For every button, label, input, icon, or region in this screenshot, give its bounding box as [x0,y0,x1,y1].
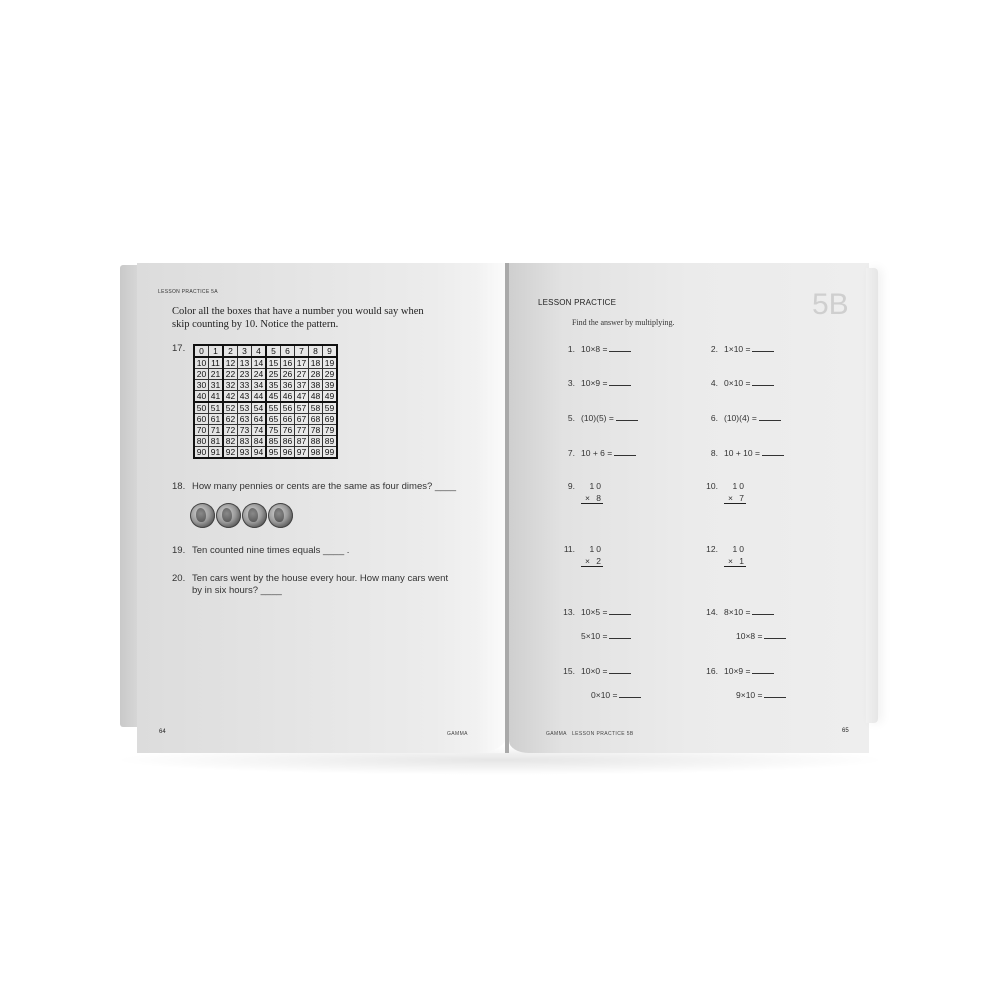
hundreds-chart-cell[interactable]: 63 [238,414,252,425]
hundreds-chart-cell[interactable]: 19 [323,357,338,369]
hundreds-chart-cell[interactable]: 28 [309,369,323,380]
hundreds-chart-cell[interactable]: 38 [309,380,323,391]
instruction-left: Color all the boxes that have a number you would say when skip counting by 10. Notice the pattern. [172,306,424,330]
hundreds-chart-cell[interactable]: 89 [323,436,338,447]
hundreds-chart-cell[interactable]: 98 [309,447,323,459]
dime-icon [242,503,267,528]
problem-3: 3. 10×9 = [557,377,631,388]
hundreds-chart-cell[interactable]: 48 [309,391,323,403]
problem-14b: 10×8 = [736,630,786,641]
lesson-practice-title: LESSON PRACTICE [538,298,617,307]
hundreds-chart-cell[interactable]: 57 [295,402,309,414]
hundreds-chart-cell[interactable]: 92 [223,447,238,459]
hundreds-chart-row [194,436,337,447]
question-20-line2: by in six hours? ____ [192,585,282,596]
hundreds-chart-cell[interactable]: 74 [252,425,267,436]
question-17-number: 17. [172,343,186,354]
problem-15a: 15. 10×0 = [557,665,631,676]
answer-blank[interactable] [614,447,636,456]
hundreds-chart-cell[interactable]: 30 [194,380,209,391]
hundreds-chart-cell[interactable]: 66 [281,414,295,425]
hundreds-chart-cell[interactable]: 61 [209,414,224,425]
problem-15b: 0×10 = [591,689,641,700]
hundreds-chart-cell[interactable]: 14 [252,357,267,369]
page-number-right: 65 [842,728,849,734]
hundreds-chart-cell[interactable]: 85 [266,436,281,447]
problem-7: 7. 10 + 6 = [557,447,636,458]
lesson-number: 5B [812,288,849,321]
problem-11: 11. 10 × 2 [563,544,603,566]
answer-blank[interactable] [609,377,631,386]
hundreds-chart-cell[interactable]: 3 [238,345,252,357]
hundreds-chart-cell[interactable]: 24 [252,369,267,380]
hundreds-chart-cell[interactable]: 47 [295,391,309,403]
hundreds-chart-cell[interactable]: 73 [238,425,252,436]
answer-blank[interactable] [616,412,638,421]
answer-blank[interactable] [759,412,781,421]
hundreds-chart-cell[interactable]: 58 [309,402,323,414]
hundreds-chart-cell[interactable]: 11 [209,357,224,369]
hundreds-chart-cell[interactable]: 62 [223,414,238,425]
hundreds-chart-cell[interactable]: 53 [238,402,252,414]
hundreds-chart-cell[interactable]: 95 [266,447,281,459]
hundreds-chart-cell[interactable]: 0 [194,345,209,357]
hundreds-chart-cell[interactable]: 41 [209,391,224,403]
hundreds-chart-cell[interactable]: 69 [323,414,338,425]
problem-13b: 5×10 = [581,630,631,641]
hundreds-chart-cell[interactable]: 64 [252,414,267,425]
hundreds-chart-cell[interactable]: 15 [266,357,281,369]
instruction-right: Find the answer by multiplying. [572,318,675,327]
hundreds-chart-row [194,345,337,357]
hundreds-chart-cell[interactable]: 12 [223,357,238,369]
hundreds-chart-row [194,447,337,459]
hundreds-chart-cell[interactable]: 88 [309,436,323,447]
hundreds-chart-cell[interactable]: 10 [194,357,209,369]
question-18-text: How many pennies or cents are the same as four dimes? ____ [192,481,457,492]
question-20-number: 20. [172,573,186,584]
hundreds-chart-cell[interactable]: 49 [323,391,338,403]
question-20-line1: Ten cars went by the house every hour. How many cars went [192,573,449,584]
footer-right-gamma: GAMMA [546,731,567,737]
question-18-number: 18. [172,481,186,492]
hundreds-chart-cell[interactable]: 86 [281,436,295,447]
hundreds-chart-row [194,414,337,425]
hundreds-chart-cell[interactable]: 87 [295,436,309,447]
hundreds-chart-cell[interactable]: 71 [209,425,224,436]
right-page-stack-edge [866,268,878,723]
problem-5: 5. (10)(5) = [557,412,638,423]
hundreds-chart-cell[interactable]: 59 [323,402,338,414]
hundreds-chart-cell[interactable]: 72 [223,425,238,436]
answer-blank[interactable] [764,689,786,698]
hundreds-chart-cell[interactable]: 8 [309,345,323,357]
hundreds-chart-cell[interactable]: 43 [238,391,252,403]
problem-16b: 9×10 = [736,689,786,700]
problem-2: 2. 1×10 = [700,343,774,354]
hundreds-chart-cell[interactable]: 26 [281,369,295,380]
hundreds-chart-cell[interactable]: 17 [295,357,309,369]
hundreds-chart-cell[interactable]: 70 [194,425,209,436]
hundreds-chart-cell[interactable]: 6 [281,345,295,357]
hundreds-chart-cell[interactable]: 25 [266,369,281,380]
answer-blank[interactable] [752,606,774,615]
hundreds-chart-cell[interactable]: 84 [252,436,267,447]
hundreds-chart-cell[interactable]: 65 [266,414,281,425]
hundreds-chart-row [194,357,337,369]
hundreds-chart-cell[interactable]: 27 [295,369,309,380]
footer-right-lesson: LESSON PRACTICE 5B [572,731,634,737]
hundreds-chart-cell[interactable]: 35 [266,380,281,391]
hundreds-chart-cell[interactable]: 67 [295,414,309,425]
hundreds-chart-cell[interactable]: 42 [223,391,238,403]
hundreds-chart-cell[interactable]: 99 [323,447,338,459]
answer-blank[interactable] [609,665,631,674]
problem-12: 12. 10 × 1 [706,544,746,566]
dime-icon [190,503,215,528]
hundreds-chart-cell[interactable]: 82 [223,436,238,447]
answer-blank[interactable] [764,630,786,639]
hundreds-chart-cell[interactable]: 31 [209,380,224,391]
hundreds-chart-cell[interactable]: 52 [223,402,238,414]
hundreds-chart-cell[interactable]: 96 [281,447,295,459]
hundreds-chart-cell[interactable]: 4 [252,345,267,357]
hundreds-chart-cell[interactable]: 90 [194,447,209,459]
answer-blank[interactable] [752,377,774,386]
hundreds-chart-cell[interactable]: 50 [194,402,209,414]
hundreds-chart-cell[interactable]: 16 [281,357,295,369]
answer-blank[interactable] [752,343,774,352]
hundreds-chart-cell[interactable]: 20 [194,369,209,380]
footer-left-page: GAMMA [447,731,468,737]
dime-icon [268,503,293,528]
dime-icon [216,503,241,528]
hundreds-chart-cell[interactable]: 75 [266,425,281,436]
problem-8: 8. 10 + 10 = [700,447,784,458]
hundreds-chart-cell[interactable]: 97 [295,447,309,459]
problem-10: 10. 10 × 7 [706,481,746,503]
problem-16a: 16. 10×9 = [700,665,774,676]
hundreds-chart-cell[interactable]: 2 [223,345,238,357]
hundreds-chart-cell[interactable]: 34 [252,380,267,391]
page-number-left: 64 [159,729,166,735]
hundreds-chart-cell[interactable]: 32 [223,380,238,391]
hundreds-chart-cell[interactable]: 60 [194,414,209,425]
answer-blank[interactable] [762,447,784,456]
hundreds-chart-row [194,369,337,380]
hundreds-chart-cell[interactable]: 51 [209,402,224,414]
hundreds-chart-cell[interactable]: 1 [209,345,224,357]
running-head-left: LESSON PRACTICE 5A [158,289,218,295]
hundreds-chart-cell[interactable]: 68 [309,414,323,425]
hundreds-chart-cell[interactable]: 77 [295,425,309,436]
problem-13a: 13. 10×5 = [557,606,631,617]
problem-6: 6. (10)(4) = [700,412,781,423]
hundreds-chart-cell[interactable]: 54 [252,402,267,414]
hundreds-chart-cell[interactable]: 36 [281,380,295,391]
hundreds-chart-cell[interactable]: 23 [238,369,252,380]
hundreds-chart-row [194,391,337,403]
hundreds-chart-cell[interactable]: 83 [238,436,252,447]
hundreds-chart-cell[interactable]: 37 [295,380,309,391]
hundreds-chart-cell[interactable]: 93 [238,447,252,459]
hundreds-chart-cell[interactable]: 76 [281,425,295,436]
hundreds-chart-cell[interactable]: 13 [238,357,252,369]
hundreds-chart-cell[interactable]: 46 [281,391,295,403]
problem-9: 9. 10 × 8 [567,481,603,503]
hundreds-chart-cell[interactable]: 55 [266,402,281,414]
hundreds-chart-cell[interactable]: 80 [194,436,209,447]
hundreds-chart-cell[interactable]: 18 [309,357,323,369]
hundreds-chart-cell[interactable]: 91 [209,447,224,459]
problem-14a: 14. 8×10 = [700,606,774,617]
hundreds-chart-cell[interactable]: 21 [209,369,224,380]
answer-blank[interactable] [752,665,774,674]
hundreds-chart-cell[interactable]: 79 [323,425,338,436]
question-19-number: 19. [172,545,186,556]
hundreds-chart-cell[interactable]: 39 [323,380,338,391]
hundreds-chart-cell[interactable]: 40 [194,391,209,403]
hundreds-chart-row [194,402,337,414]
hundreds-chart-cell[interactable]: 29 [323,369,338,380]
answer-blank[interactable] [619,689,641,698]
hundreds-chart-cell[interactable]: 5 [266,345,281,357]
answer-blank[interactable] [609,343,631,352]
hundreds-chart-row [194,380,337,391]
hundreds-chart-cell[interactable]: 9 [323,345,338,357]
hundreds-chart-cell[interactable]: 44 [252,391,267,403]
hundreds-chart-cell[interactable]: 7 [295,345,309,357]
answer-blank[interactable] [609,606,631,615]
hundreds-chart-row [194,425,337,436]
hundreds-chart-cell[interactable]: 94 [252,447,267,459]
dime-coins [190,503,293,528]
problem-4: 4. 0×10 = [700,377,774,388]
hundreds-chart [193,344,338,459]
hundreds-chart-cell[interactable]: 56 [281,402,295,414]
answer-blank[interactable] [609,630,631,639]
hundreds-chart-cell[interactable]: 45 [266,391,281,403]
hundreds-chart-cell[interactable]: 33 [238,380,252,391]
hundreds-chart-cell[interactable]: 78 [309,425,323,436]
problem-1: 1. 10×8 = [557,343,631,354]
question-19-text: Ten counted nine times equals ____ . [192,545,350,556]
hundreds-chart-cell[interactable]: 81 [209,436,224,447]
hundreds-chart-cell[interactable]: 22 [223,369,238,380]
